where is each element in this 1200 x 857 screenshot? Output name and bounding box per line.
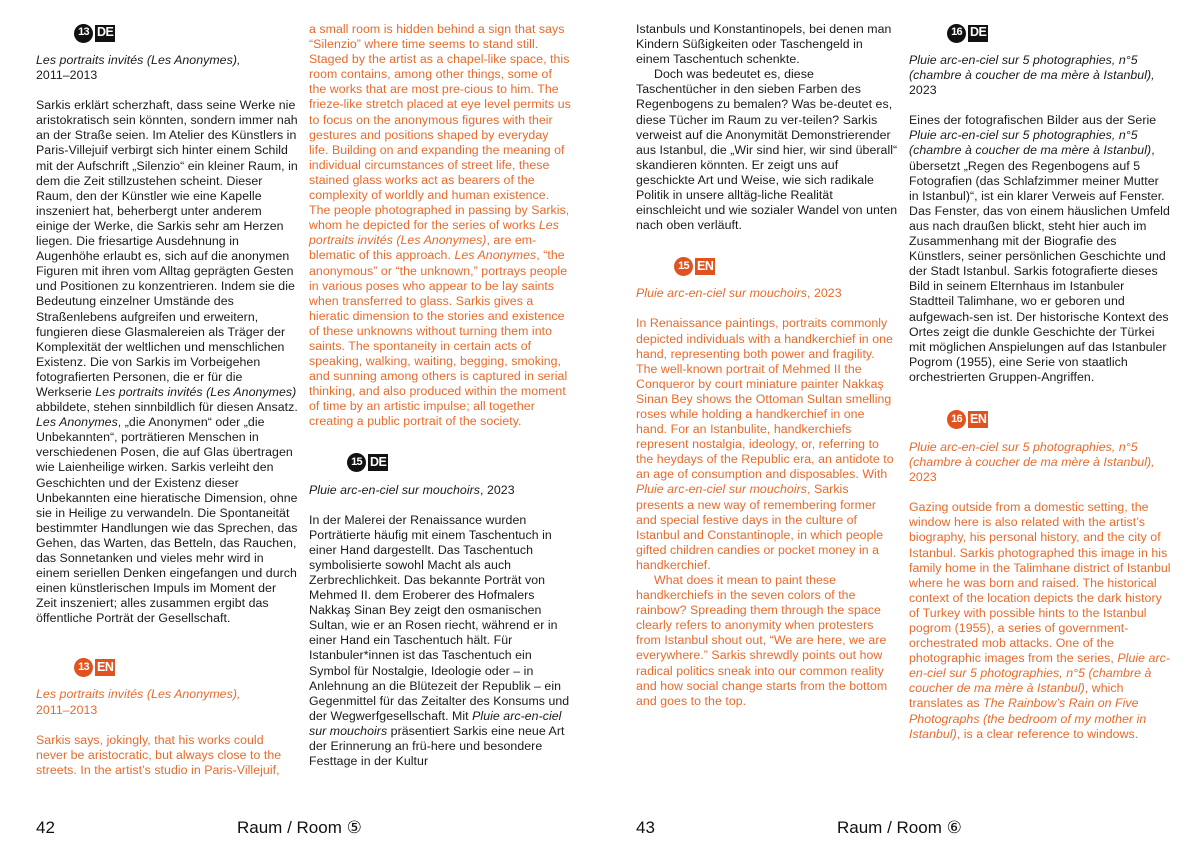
body-text: Gazing outside from a domestic setting, the window here is also related with the artist’s biography, his personal history, and the city of Istanbul. Sarkis photographed this image in his family home in the Talimhane district of Istanbul where he was born and raised. The historical context of the location depicts the dark history of Turkey with possible hints to the Istanbul pogrom (1955), a series of government-orchestrated mob attacks. One of the photographic images from the series, Pluie arc-en-ciel sur 5 photographies, n°5 (chambre à coucher de ma mère à Istanbul), which translates as The Rainbow’s Rain on Five Photographs (the bedroom of my mother in Istanbul), is a clear reference to windows. xyxy=(909,500,1171,741)
artwork-title: Pluie arc-en-ciel sur mouchoirs, 2023 xyxy=(636,286,842,301)
section-badge-15-de xyxy=(347,452,571,474)
body-text: a small room is hidden behind a sign that says “Silenzio” where time seems to stand still. Staged by the artist as a chapel-like space, this room contains, among other things, some of the works that are most pre-cious to him. The frieze-like stretch placed at eye level permits us to focus on the anonymous figures with their gestures and positions shaped by everyday life. Building on and expanding the meaning of individual circumstances of street life, these stained glass works act as bearers of the complexity of worldly and human existence. The people photographed in passing by Sarkis, whom he depicted for the series of works Les portraits invités (Les Anonymes), are em-blematic of this approach. Les Anonymes, “the anonymous” or “the unknown,” portrays people in various poses who appear to be lay saints when transferred to glass. Sarkis gives a hieratic dimension to the stories and existence of these unknowns without turning them into saints. The spontaneity in certain acts of speaking, walking, waiting, begging, smoking, and sunning among others is captured in serial thinking, and also produced within the moment of time by an artistic impulse; all together creating a public portrait of the society. xyxy=(309,22,571,429)
language-badge: DE xyxy=(368,454,388,471)
artwork-title: Les portraits invités (Les Anonymes), 2011–2013 xyxy=(36,53,241,83)
page-number-left: 42 xyxy=(36,818,55,837)
section-badge-16-en xyxy=(947,409,1171,431)
running-head-left: Raum / Room ⑤ xyxy=(237,818,362,837)
number-badge: 13 xyxy=(74,658,93,677)
body-text: What does it mean to paint these handkerchiefs in the seven colors of the rainbow? Spreading them through the space clearly refers to anonymity when protesters from Istanbul shout out, “We are here, we are everywhere.” Sarkis shrewdly points out how radical politics sneak into our common reality and how social change starts from the bottom and goes to the top. xyxy=(636,573,888,708)
section-badge-13-en xyxy=(74,656,298,678)
body-text: Doch was bedeutet es, diese Taschentücher in den sieben Farben des Regenbogens zu bemalen? Was be-deutet es, diese Tücher im Raum zu ver-teilen? Sarkis verweist auf die Anonymität Demonstrierender aus Istanbul, die „Wir sind hier, wir sind überall“ skandieren könnten. Er zeigt uns auf geschickte Art und Weise, wie sich radikale Politik in unsere alltäg-liche Realität einschleicht und wie sozialer Wandel von unten nach oben verläuft. xyxy=(636,67,898,233)
artwork-title: Les portraits invités (Les Anonymes), 2011–2013 xyxy=(36,687,241,717)
artwork-title: Pluie arc-en-ciel sur 5 photographies, n°5 (chambre à coucher de ma mère à Istanbul), 2023 xyxy=(909,53,1155,98)
body-text: In der Malerei der Renaissance wurden Porträtierte häufig mit einem Taschentuch in einer Hand dargestellt. Das Taschentuch symbolisierte sowohl Macht als auch Zerbrechlichkeit. Das bekannte Porträt von Mehmed II. dem Eroberer des Hofmalers Nakkaş Sinan Bey zeigt den osmanischen Sultan, wie er an Rosen riecht, während er in einer Hand ein Taschentuch hält. Für Istanbuler*innen ist das Taschentuch ein Symbol für Nostalgie, Ideologie oder – in Anlehnung an die Blütezeit der Republik – ein Gegenmittel für das Zeitalter des Konsums und der Wegwerfgesellschaft. Mit Pluie arc-en-ciel sur mouchoirs präsentiert Sarkis eine neue Art der Erinnerung an frü-here und besondere Festtage in der Kultur xyxy=(309,512,570,769)
language-badge: EN xyxy=(968,411,988,428)
number-badge: 16 xyxy=(947,410,966,429)
number-badge: 15 xyxy=(347,453,366,472)
body-text: Istanbuls und Konstantinopels, bei denen man Kindern Süßigkeiten oder Taschengeld in einem Taschentuch schenkte. xyxy=(636,22,892,67)
column-2 xyxy=(309,22,571,769)
language-badge: EN xyxy=(95,659,115,676)
column-4 xyxy=(909,22,1171,742)
artwork-title: Pluie arc-en-ciel sur 5 photographies, n°5 (chambre à coucher de ma mère à Istanbul), 2023 xyxy=(909,439,1155,485)
language-badge: DE xyxy=(968,25,988,42)
language-badge: DE xyxy=(95,25,115,42)
body-text: Sarkis says, jokingly, that his works could never be aristocratic, but always close to the streets. In the artist’s studio in Paris-Villejuif, xyxy=(36,732,282,777)
body-text: Eines der fotografischen Bilder aus der Serie Pluie arc-en-ciel sur 5 photographies, n°5 (chambre à coucher de ma mère à Istanbul), übersetzt „Regen des Regenbogens auf 5 Fotografien (das Schlafzimmer meiner Mutter in Istanbul)“, ist ein klarer Verweis auf Fenster. Das Fenster, das von einem häuslichen Umfeld aus nach draußen blickt, steht hier auch im Zusammenhang mit der Biografie des Künstlers, seiner persönlichen Geschichte und der Stadt Istanbul. Sarkis fotografierte dieses Bild in seinem Elternhaus im Istanbuler Stadtteil Talimhane, wo er geboren und aufgewach-sen ist. Der historische Kontext des Ortes zeigt die dunkle Geschichte der Türkei mit möglichen Anspielungen auf das Istanbuler Pogrom (1955), eine Serie von staatlich orchestrierten Gruppen-Angriffen. xyxy=(909,113,1170,384)
page-number-right: 43 xyxy=(636,818,655,837)
section-badge-16-de xyxy=(947,22,1171,44)
language-badge: EN xyxy=(695,258,715,275)
body-text: Sarkis erklärt scherzhaft, dass seine Werke nie aristokratisch sein könnten, sondern immer nah an der Straße seien. Im Atelier des Künstlers in Paris-Villejuif verbirgt sich hinter einem Schild mit der Aufschrift „Silenzio“ ein kleiner Raum, in dem die Zeit stillzustehen scheint. Dieser Raum, den der Künstler wie eine Kapelle inszeniert hat, beherbergt unter anderem einige der Werke, die Sarkis sehr am Herzen liegen. Die friesartige Ausdehnung in Augenhöhe erlaubt es, sich auf die anonymen Figuren mit ihren vom Alltag geprägten Gesten und Positionen zu konzentrieren. Indem sie die Bedeutung einzelner Umstände des Straßenlebens aufgreifen und erweitern, fungieren diese Glasmalereien als Träger der Komplexität der weltlichen und menschlichen Existenz. Die von Sarkis im Vorbeigehen fotografierten Personen, die er für die Werkserie Les portraits invités (Les Anonymes) abbildete, stehen sinnbildlich für diesen Ansatz. Les Anonymes, „die Anonymen“ oder „die Unbekannten“, porträtieren Menschen in verschiedenen Posen, die auf Glas übertragen wie Laienheilige wirken. Sarkis verleiht den Geschichten und der Existenz dieser Unbekannten eine hieratische Dimension, ohne sie in Heilige zu verwandeln. Die Spontaneität bestimmter Handlungen wie das Sprechen, das Gehen, das Warten, das Betteln, das Rauchen, das Sonnetanken und vieles mehr wird in einem seriellen Denken eingefangen und durch einen künstlerischen Impuls im Moment der Zeit inszeniert; alles zusammen ergibt das öffentliche Porträt der Gesellschaft. xyxy=(36,98,298,626)
body-text: In Renaissance paintings, portraits commonly depicted individuals with a handkerchief in one hand, representing both power and fragility. The well-known portrait of Mehmed II the Conqueror by court miniature painter Nakkaş Sinan Bey shows the Ottoman Sultan smelling roses while holding a handkerchief in one hand. For an Istanbulite, handkerchiefs represent nostalgia, ideology, or, referring to the heydays of the Republic era, an antidote to an age of consumption and disposables. With Pluie arc-en-ciel sur mouchoirs, Sarkis presents a new way of remembering former and special festive days in the culture of Istanbul and Constantinople, in which people gifted children candies or pocket money in a handkerchief. xyxy=(636,316,894,572)
running-head-right: Raum / Room ⑥ xyxy=(837,818,962,837)
column-1 xyxy=(36,22,298,778)
number-badge: 15 xyxy=(674,257,693,276)
number-badge: 13 xyxy=(74,24,93,43)
artwork-title: Pluie arc-en-ciel sur mouchoirs, 2023 xyxy=(309,482,515,497)
section-badge-15-en xyxy=(674,255,898,277)
column-3 xyxy=(636,22,898,709)
number-badge: 16 xyxy=(947,24,966,43)
section-badge-13-de xyxy=(74,22,298,44)
